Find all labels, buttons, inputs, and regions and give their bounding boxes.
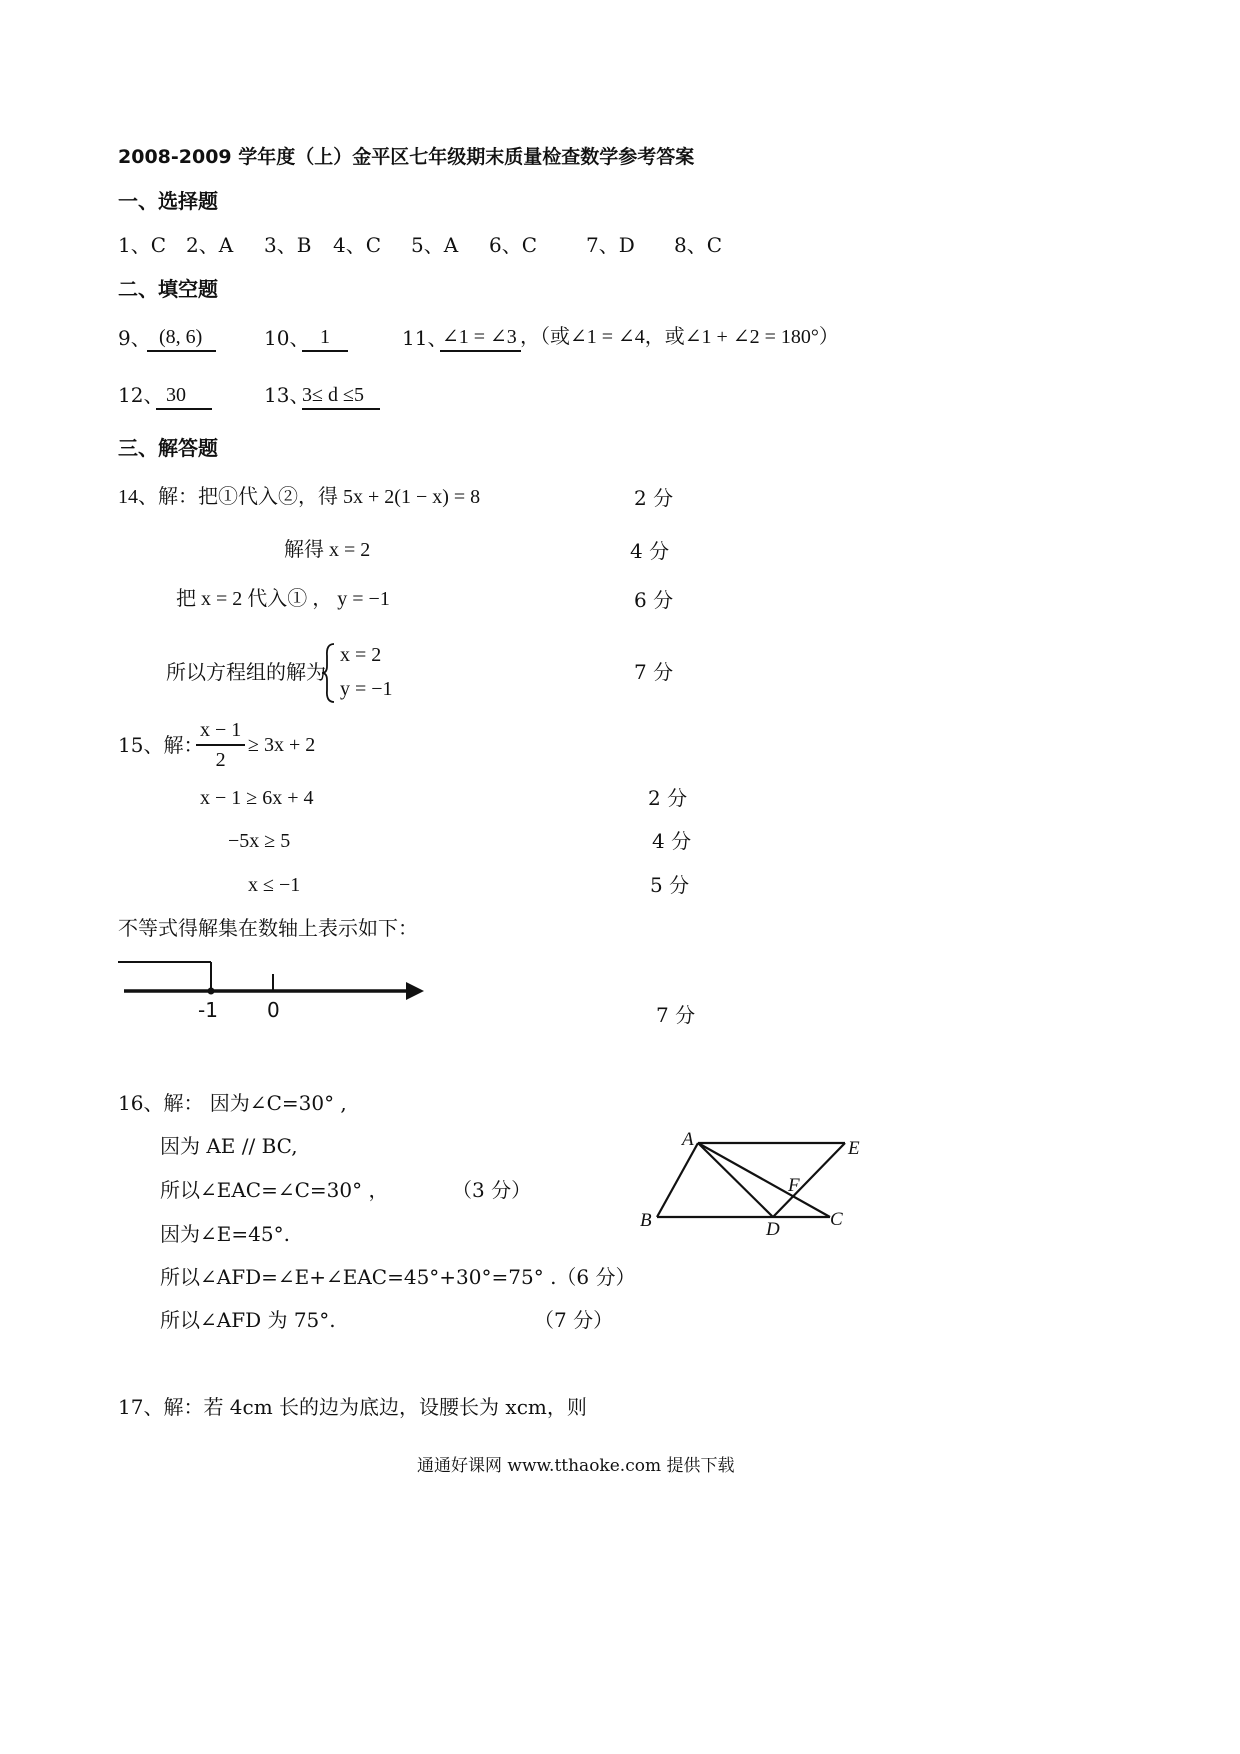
section-heading-fill: 二、填空题 bbox=[118, 277, 218, 301]
label-E: E bbox=[848, 1138, 860, 1159]
q15-step3-score: 5 分 bbox=[650, 873, 690, 897]
label-C: C bbox=[830, 1209, 843, 1230]
choice-answer-8: 8、C bbox=[674, 233, 723, 257]
choice-answer-1: 1、C bbox=[118, 233, 167, 257]
fill-q11-answer-text: ∠1 = ∠3 bbox=[440, 327, 521, 352]
q14-system-eq2: y = −1 bbox=[340, 678, 393, 700]
segment-AB bbox=[657, 1143, 698, 1217]
q14-line2: 解得 x = 2 bbox=[284, 539, 371, 561]
section-heading-solve: 三、解答题 bbox=[118, 436, 218, 460]
q15-numberline-score: 7 分 bbox=[656, 1003, 696, 1027]
q14-line3: 把 x = 2 代入① ， y = −1 bbox=[176, 588, 390, 610]
fill-q10-answer bbox=[302, 326, 348, 352]
q14-line1: 14、解：把①代入②，得 5x + 2(1 − x) = 8 bbox=[118, 486, 481, 508]
fill-q12-answer-text: 30 bbox=[156, 385, 212, 410]
choice-answer-4: 4、C bbox=[333, 233, 382, 257]
q15-step1: x − 1 ≥ 6x + 4 bbox=[200, 787, 314, 809]
fill-q9-label: 9、 bbox=[118, 326, 151, 350]
choice-answer-5: 5、A bbox=[411, 233, 459, 257]
geometry-figure bbox=[630, 1125, 870, 1245]
q15-fraction-denominator: 2 bbox=[215, 749, 226, 771]
fill-q12-answer bbox=[156, 384, 212, 410]
fill-q10-answer-text: 1 bbox=[302, 327, 348, 352]
fill-q9-answer bbox=[147, 326, 216, 352]
fill-q13-label: 13、 bbox=[264, 383, 310, 407]
choice-answer-7: 7、D bbox=[586, 233, 635, 257]
label-D: D bbox=[766, 1219, 780, 1240]
page-footer: 通通好课网 www.tthaoke.com 提供下载 bbox=[417, 1456, 735, 1476]
choice-answer-6: 6、C bbox=[489, 233, 538, 257]
fill-q11-alternatives: ，（或∠1 = ∠4，或∠1 + ∠2 = 180°） bbox=[520, 326, 839, 348]
fill-q12-label: 12、 bbox=[118, 383, 164, 407]
fill-q11-answer bbox=[440, 326, 521, 352]
fill-q11-label: 11、 bbox=[402, 326, 448, 350]
q15-label: 15、解： bbox=[118, 733, 204, 757]
q16-line4: 因为∠E=45°. bbox=[160, 1222, 290, 1246]
q14-line4-score: 7 分 bbox=[634, 660, 674, 684]
tick-label-neg1: -1 bbox=[198, 998, 218, 1022]
q15-step3: x ≤ −1 bbox=[248, 874, 301, 896]
q15-numberline-caption: 不等式得解集在数轴上表示如下： bbox=[118, 916, 418, 940]
arrow-head-icon bbox=[406, 982, 424, 1000]
segment-AD bbox=[698, 1143, 773, 1217]
q16-line1: 16、解： 因为∠C=30° , bbox=[118, 1091, 347, 1115]
q16-line5: 所以∠AFD=∠E+∠EAC=45°+30°=75° .（6 分） bbox=[160, 1265, 636, 1289]
q15-step2-score: 4 分 bbox=[652, 829, 692, 853]
q14-line1-score: 2 分 bbox=[634, 486, 674, 510]
q16-line6: 所以∠AFD 为 75°. bbox=[160, 1308, 336, 1332]
q14-line2-score: 4 分 bbox=[630, 539, 670, 563]
fill-q9-answer-text: (8, 6) bbox=[147, 327, 216, 352]
label-B: B bbox=[640, 1210, 652, 1231]
q14-line4-prefix: 所以方程组的解为 bbox=[166, 660, 326, 684]
q14-line3-score: 6 分 bbox=[634, 588, 674, 612]
page-title: 2008-2009 学年度（上）金平区七年级期末质量检查数学参考答案 bbox=[118, 146, 695, 168]
fill-q13-answer bbox=[302, 384, 380, 410]
fill-q13-answer-text: 3≤ d ≤5 bbox=[302, 385, 380, 410]
q17-line1: 17、解：若 4cm 长的边为底边，设腰长为 xcm，则 bbox=[118, 1395, 587, 1419]
q16-line3: 所以∠EAC=∠C=30° ， bbox=[160, 1178, 389, 1202]
q15-fraction-numerator: x − 1 bbox=[196, 720, 245, 746]
label-A: A bbox=[682, 1129, 694, 1150]
q15-step1-score: 2 分 bbox=[648, 786, 688, 810]
brace-icon bbox=[320, 642, 336, 704]
q14-system-eq1: x = 2 bbox=[340, 644, 382, 666]
choice-answer-2: 2、A bbox=[186, 233, 234, 257]
q15-fraction bbox=[196, 720, 245, 770]
q16-line6-score: （7 分） bbox=[534, 1308, 614, 1332]
section-heading-choice: 一、选择题 bbox=[118, 189, 218, 213]
q15-inequality-rest: ≥ 3x + 2 bbox=[248, 734, 316, 756]
fill-q10-label: 10、 bbox=[264, 326, 310, 350]
tick-label-zero: 0 bbox=[267, 998, 280, 1022]
q16-line3-score: （3 分） bbox=[452, 1178, 532, 1202]
q15-step2: −5x ≥ 5 bbox=[228, 830, 291, 852]
point-neg1 bbox=[208, 988, 215, 995]
q16-line2: 因为 AE // BC, bbox=[160, 1134, 298, 1158]
choice-answer-3: 3、B bbox=[264, 233, 312, 257]
label-F: F bbox=[788, 1175, 800, 1196]
